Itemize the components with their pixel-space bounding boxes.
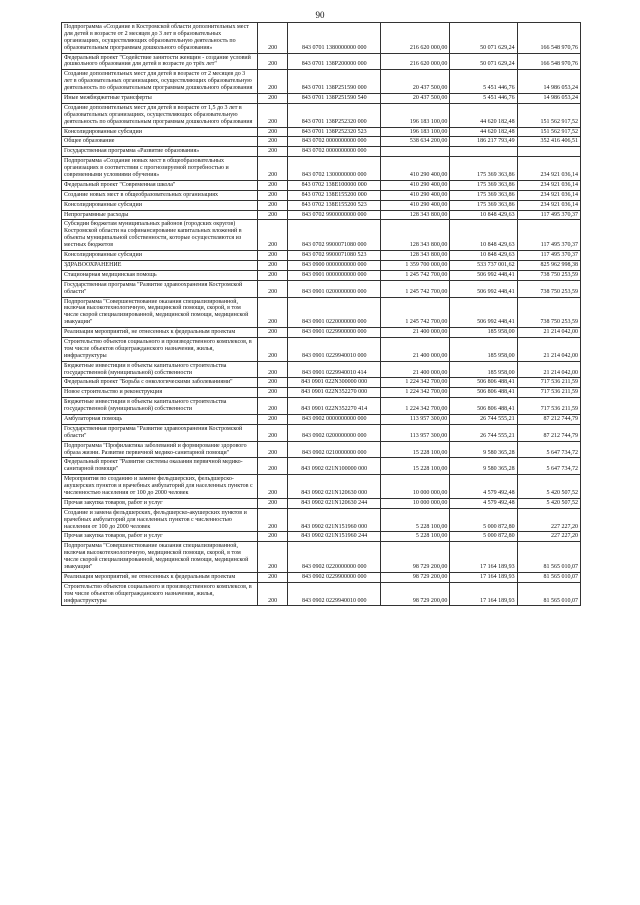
cell-c2: 843 0902 0000000000 000 [288, 414, 381, 424]
table-row [62, 582, 581, 606]
cell-c5: 825 962 998,38 [517, 260, 580, 270]
table-row [62, 190, 581, 200]
cell-c4: 4 579 492,48 [450, 498, 517, 508]
cell-c2: 843 0900 0000000000 000 [288, 260, 381, 270]
table-row [62, 388, 581, 398]
cell-c3: 5 228 100,00 [381, 508, 450, 532]
cell-c3: 216 620 000,00 [381, 53, 450, 70]
cell-c4: 44 620 182,48 [450, 127, 517, 137]
cell-name: Бюджетные инвестиции в объекты капитального строительства государственной (муниципальной) собственности [62, 398, 258, 415]
cell-c2: 843 0701 138P200000 000 [288, 53, 381, 70]
cell-name: Субсидии бюджетам муниципальных районов (городских округов) Костромской области на софинансирование капитальных вложений в объекты муниципальной собственности, которые осуществляются из местных бюджетов [62, 220, 258, 251]
cell-name: Государственная программа "Развитие здравоохранения Костромской области" [62, 424, 258, 441]
table-row [62, 532, 581, 542]
cell-c2: 843 0902 0229900000 000 [288, 572, 381, 582]
cell-c4: 10 848 429,63 [450, 251, 517, 261]
table-row [62, 210, 581, 220]
table-row [62, 378, 581, 388]
cell-c1: 200 [257, 582, 287, 606]
cell-c5: 234 921 036,14 [517, 180, 580, 190]
cell-c5: 234 921 036,14 [517, 200, 580, 210]
table-row [62, 475, 581, 499]
cell-c3: 113 957 300,00 [381, 414, 450, 424]
cell-c4: 10 848 429,63 [450, 210, 517, 220]
cell-c5: 234 921 036,14 [517, 157, 580, 181]
table-row [62, 424, 581, 441]
table-row [62, 103, 581, 127]
cell-c1: 200 [257, 251, 287, 261]
cell-c4: 9 580 365,28 [450, 458, 517, 475]
table-row [62, 508, 581, 532]
cell-c1: 200 [257, 270, 287, 280]
cell-c1: 200 [257, 180, 287, 190]
cell-c3: 15 228 100,00 [381, 458, 450, 475]
cell-c5: 717 536 211,59 [517, 378, 580, 388]
cell-c2: 843 0901 0200000000 000 [288, 280, 381, 297]
table-row [62, 260, 581, 270]
cell-c4: 185 958,00 [450, 337, 517, 361]
cell-c1: 200 [257, 147, 287, 157]
cell-c1: 200 [257, 424, 287, 441]
cell-c4: 17 164 189,93 [450, 582, 517, 606]
cell-c4: 506 806 488,41 [450, 378, 517, 388]
cell-c4: 175 369 363,86 [450, 180, 517, 190]
table-row [62, 328, 581, 338]
cell-c5: 166 548 970,76 [517, 23, 580, 54]
table-row [62, 297, 581, 328]
cell-c5: 151 562 917,52 [517, 127, 580, 137]
cell-c1: 200 [257, 200, 287, 210]
cell-c4: 26 744 555,21 [450, 424, 517, 441]
cell-c3: 10 000 000,00 [381, 498, 450, 508]
cell-c5: 738 750 253,59 [517, 270, 580, 280]
cell-name: Подпрограмма "Профилактика заболеваний и формирование здорового образа жизни. Развитие первичной медико-санитарной помощи" [62, 441, 258, 458]
table-row [62, 542, 581, 573]
cell-c1: 200 [257, 157, 287, 181]
cell-c4: 506 992 448,41 [450, 297, 517, 328]
cell-c3: 1 359 700 000,00 [381, 260, 450, 270]
cell-c1: 200 [257, 337, 287, 361]
cell-c2: 843 0902 021N151960 000 [288, 508, 381, 532]
cell-c2: 843 0701 138P252320 000 [288, 103, 381, 127]
cell-c1: 200 [257, 498, 287, 508]
cell-c3: 1 245 742 700,00 [381, 280, 450, 297]
cell-c3: 128 343 800,00 [381, 251, 450, 261]
cell-c4: 175 369 363,86 [450, 190, 517, 200]
cell-c5: 227 227,20 [517, 532, 580, 542]
cell-c1: 200 [257, 475, 287, 499]
table-row [62, 398, 581, 415]
cell-c2: 843 0701 1380000000 000 [288, 23, 381, 54]
cell-c2: 843 0901 0000000000 000 [288, 270, 381, 280]
cell-name: Иные межбюджетные трансферты [62, 94, 258, 104]
cell-name: Консолидированные субсидии [62, 127, 258, 137]
cell-c5: 87 212 744,79 [517, 414, 580, 424]
cell-c3: 98 729 200,00 [381, 582, 450, 606]
table-row [62, 337, 581, 361]
table-row [62, 270, 581, 280]
cell-c2: 843 0901 0220000000 000 [288, 297, 381, 328]
cell-c1: 200 [257, 280, 287, 297]
cell-name: Подпрограмма "Совершенствование оказания специализированной, включая высокотехнологичную, медицинской помощи, скорой, в том числе скорой специализированной, медицинской помощи, медицинской эвакуации" [62, 542, 258, 573]
cell-c3: 1 224 342 700,00 [381, 378, 450, 388]
cell-c5: 81 565 010,07 [517, 542, 580, 573]
table-row [62, 414, 581, 424]
cell-c5: 151 562 917,52 [517, 103, 580, 127]
cell-c1: 200 [257, 137, 287, 147]
budget-table [61, 22, 581, 606]
cell-name: Непрограммные расходы [62, 210, 258, 220]
cell-c2: 843 0901 0229940010 414 [288, 361, 381, 378]
cell-c2: 843 0702 9900000000 000 [288, 210, 381, 220]
cell-c1: 200 [257, 70, 287, 94]
table-row [62, 498, 581, 508]
cell-c2: 843 0702 9900071080 000 [288, 220, 381, 251]
cell-c3: 538 634 200,00 [381, 137, 450, 147]
table-row [62, 180, 581, 190]
cell-c4: 50 071 629,24 [450, 23, 517, 54]
cell-c3: 21 400 000,00 [381, 337, 450, 361]
cell-c5: 21 214 042,00 [517, 328, 580, 338]
cell-c2: 843 0702 1300000000 000 [288, 157, 381, 181]
cell-c3: 128 343 800,00 [381, 210, 450, 220]
cell-c1: 200 [257, 127, 287, 137]
cell-c5: 738 750 253,59 [517, 280, 580, 297]
cell-c4: 185 958,00 [450, 328, 517, 338]
cell-c2: 843 0902 021N120630 000 [288, 475, 381, 499]
cell-c1: 200 [257, 532, 287, 542]
cell-c1: 200 [257, 542, 287, 573]
cell-name: Государственная программа «Развитие образования» [62, 147, 258, 157]
cell-c1: 200 [257, 220, 287, 251]
cell-c2: 843 0902 021N151960 244 [288, 532, 381, 542]
cell-c5: 14 986 053,24 [517, 70, 580, 94]
cell-c2: 843 0702 0000000000 000 [288, 137, 381, 147]
cell-c3: 410 290 400,00 [381, 190, 450, 200]
cell-name: Создание дополнительных мест для детей в возрасте от 2 месяцев до 3 лет в образовательных организациях, осуществляющих образовательную деятельность по образовательным программам дошкольного образования [62, 70, 258, 94]
cell-c3: 21 400 000,00 [381, 361, 450, 378]
cell-c5: 227 227,20 [517, 508, 580, 532]
cell-c2: 843 0702 138E155200 000 [288, 190, 381, 200]
cell-c4: 5 000 872,80 [450, 508, 517, 532]
table-row [62, 53, 581, 70]
table-row [62, 572, 581, 582]
cell-c4: 5 451 446,76 [450, 70, 517, 94]
cell-name: Прочая закупка товаров, работ и услуг [62, 532, 258, 542]
cell-c4: 186 217 793,49 [450, 137, 517, 147]
cell-c3: 410 290 400,00 [381, 157, 450, 181]
cell-name: Подпрограмма "Совершенствование оказания специализированной, включая высокотехнологичную, медицинской помощи, скорой, в том числе скорой специализированной, медицинской помощи, медицинской эвакуации" [62, 297, 258, 328]
cell-c2: 843 0701 138P251590 540 [288, 94, 381, 104]
cell-c2: 843 0902 021N100000 000 [288, 458, 381, 475]
cell-c3: 410 290 400,00 [381, 200, 450, 210]
cell-c5: 717 536 211,59 [517, 388, 580, 398]
cell-c4: 50 071 629,24 [450, 53, 517, 70]
cell-c5: 166 548 970,76 [517, 53, 580, 70]
cell-c4: 44 620 182,48 [450, 103, 517, 127]
cell-c5: 87 212 744,79 [517, 424, 580, 441]
cell-c1: 200 [257, 572, 287, 582]
cell-name: Общее образование [62, 137, 258, 147]
cell-c4: 506 992 448,41 [450, 280, 517, 297]
table-row [62, 441, 581, 458]
cell-c3: 216 620 000,00 [381, 23, 450, 54]
cell-c3: 113 957 300,00 [381, 424, 450, 441]
cell-c3: 5 228 100,00 [381, 532, 450, 542]
cell-c1: 200 [257, 508, 287, 532]
cell-c1: 200 [257, 94, 287, 104]
cell-c4: 10 848 429,63 [450, 220, 517, 251]
cell-c3: 1 245 742 700,00 [381, 297, 450, 328]
cell-name: Подпрограмма «Создание новых мест в общеобразовательных организациях в соответствии с прогнозируемой потребностью и современными условиями обучения» [62, 157, 258, 181]
cell-c3: 196 183 100,00 [381, 103, 450, 127]
cell-c2: 843 0901 022N352270 414 [288, 398, 381, 415]
cell-c2: 843 0702 9900071080 523 [288, 251, 381, 261]
table-row [62, 251, 581, 261]
cell-c5 [517, 147, 580, 157]
cell-c1: 200 [257, 328, 287, 338]
table-row [62, 157, 581, 181]
cell-c1: 200 [257, 260, 287, 270]
cell-name: ЗДРАВООХРАНЕНИЕ [62, 260, 258, 270]
cell-c5: 234 921 036,14 [517, 190, 580, 200]
cell-c5: 21 214 042,00 [517, 337, 580, 361]
cell-c5: 5 420 507,52 [517, 475, 580, 499]
cell-name: Федеральный проект "Борьба с онкологическими заболеваниями" [62, 378, 258, 388]
table-row [62, 220, 581, 251]
cell-c2: 843 0902 0229940010 000 [288, 582, 381, 606]
table-row [62, 458, 581, 475]
cell-c5: 117 495 370,37 [517, 220, 580, 251]
table-row [62, 127, 581, 137]
cell-name: Строительство объектов социального и производственного комплексов, в том числе объектов общегражданского назначения, жилья, инфраструктуры [62, 337, 258, 361]
cell-c3 [381, 147, 450, 157]
cell-name: Подпрограмма «Создание в Костромской области дополнительных мест для детей в возрасте от 2 месяцев до 3 лет в образовательных организациях, осуществляющих образовательную деятельность по образовательным программам дошкольного образования» [62, 23, 258, 54]
cell-c5: 117 495 370,37 [517, 251, 580, 261]
cell-name: Создание и замена фельдшерских, фельдшерско-акушерских пунктов и врачебных амбулаторий для населенных пунктов с численностью населения от 100 до 2000 человек [62, 508, 258, 532]
cell-name: Консолидированные субсидии [62, 200, 258, 210]
cell-c5: 738 750 253,59 [517, 297, 580, 328]
cell-name: Амбулаторная помощь [62, 414, 258, 424]
cell-c1: 200 [257, 23, 287, 54]
cell-c4: 9 580 365,28 [450, 441, 517, 458]
cell-c3: 20 437 500,00 [381, 70, 450, 94]
cell-c3: 10 000 000,00 [381, 475, 450, 499]
cell-c2: 843 0702 0000000000 000 [288, 147, 381, 157]
table-row [62, 137, 581, 147]
cell-c1: 200 [257, 441, 287, 458]
cell-c1: 200 [257, 297, 287, 328]
cell-name: Федеральный проект "Развитие системы оказания первичной медико-санитарной помощи" [62, 458, 258, 475]
cell-c3: 128 343 800,00 [381, 220, 450, 251]
cell-c1: 200 [257, 414, 287, 424]
cell-c2: 843 0902 0200000000 000 [288, 424, 381, 441]
table-row [62, 70, 581, 94]
cell-c1: 200 [257, 103, 287, 127]
cell-c4: 175 369 363,86 [450, 200, 517, 210]
cell-c5: 5 647 734,72 [517, 441, 580, 458]
cell-c1: 200 [257, 458, 287, 475]
cell-name: Государственная программа "Развитие здравоохранения Костромской области" [62, 280, 258, 297]
cell-name: Мероприятия по созданию и замене фельдшерских, фельдшерско-акушерских пунктов и врачебных амбулаторий для населенных пунктов с численностью населения от 100 до 2000 человек [62, 475, 258, 499]
cell-c2: 843 0702 138E100000 000 [288, 180, 381, 190]
cell-c5: 81 565 010,07 [517, 582, 580, 606]
cell-c1: 200 [257, 190, 287, 200]
cell-c1: 200 [257, 388, 287, 398]
cell-c2: 843 0901 022N300000 000 [288, 378, 381, 388]
cell-c3: 410 290 400,00 [381, 180, 450, 190]
cell-c1: 200 [257, 210, 287, 220]
cell-c5: 5 420 507,52 [517, 498, 580, 508]
cell-c3: 21 400 000,00 [381, 328, 450, 338]
cell-name: Реализация мероприятий, не отнесенных к федеральным проектам [62, 328, 258, 338]
cell-c2: 843 0902 0210000000 000 [288, 441, 381, 458]
cell-name: Федеральный проект "Современная школа" [62, 180, 258, 190]
cell-c3: 1 245 742 700,00 [381, 270, 450, 280]
cell-name: Стационарная медицинская помощь [62, 270, 258, 280]
cell-c3: 98 729 200,00 [381, 542, 450, 573]
cell-c5: 81 565 010,07 [517, 572, 580, 582]
cell-c2: 843 0701 138P252320 523 [288, 127, 381, 137]
cell-c2: 843 0901 0229940010 000 [288, 337, 381, 361]
table-row [62, 361, 581, 378]
cell-c1: 200 [257, 53, 287, 70]
cell-c5: 21 214 042,00 [517, 361, 580, 378]
cell-c4: 26 744 555,21 [450, 414, 517, 424]
cell-c1: 200 [257, 378, 287, 388]
cell-c3: 196 183 100,00 [381, 127, 450, 137]
cell-c2: 843 0902 0220000000 000 [288, 542, 381, 573]
cell-name: Консолидированные субсидии [62, 251, 258, 261]
cell-c4: 533 737 001,62 [450, 260, 517, 270]
cell-name: Бюджетные инвестиции в объекты капитального строительства государственной (муниципальной) собственности [62, 361, 258, 378]
cell-c4: 17 164 189,93 [450, 542, 517, 573]
cell-c5: 717 536 211,59 [517, 398, 580, 415]
table-row [62, 94, 581, 104]
cell-c2: 843 0901 0229900000 000 [288, 328, 381, 338]
cell-c4: 185 958,00 [450, 361, 517, 378]
cell-c1: 200 [257, 361, 287, 378]
cell-name: Создание новых мест в общеобразовательных организациях [62, 190, 258, 200]
cell-c5: 352 416 406,51 [517, 137, 580, 147]
table-row [62, 147, 581, 157]
cell-name: Прочая закупка товаров, работ и услуг [62, 498, 258, 508]
cell-c2: 843 0902 021N120630 244 [288, 498, 381, 508]
table-row [62, 280, 581, 297]
cell-c5: 117 495 370,37 [517, 210, 580, 220]
cell-c4: 17 164 189,93 [450, 572, 517, 582]
cell-name: Новое строительство и реконструкция [62, 388, 258, 398]
cell-c4: 506 806 488,41 [450, 388, 517, 398]
cell-c3: 98 729 200,00 [381, 572, 450, 582]
cell-c1: 200 [257, 398, 287, 415]
cell-c5: 5 647 734,72 [517, 458, 580, 475]
cell-c4: 506 806 488,41 [450, 398, 517, 415]
cell-name: Реализация мероприятий, не отнесенных к федеральным проектам [62, 572, 258, 582]
cell-c4: 175 369 363,86 [450, 157, 517, 181]
table-row [62, 23, 581, 54]
cell-c2: 843 0702 138E155200 523 [288, 200, 381, 210]
table-row [62, 200, 581, 210]
cell-name: Федеральный проект "Содействие занятости женщин - создание условий дошкольного образования для детей в возрасте до трёх лет" [62, 53, 258, 70]
cell-c4: 5 451 446,76 [450, 94, 517, 104]
cell-c3: 1 224 342 700,00 [381, 388, 450, 398]
cell-c4: 5 000 872,80 [450, 532, 517, 542]
cell-c5: 14 986 053,24 [517, 94, 580, 104]
cell-name: Создание дополнительных мест для детей в возрасте от 1,5 до 3 лет в образовательных организациях, осуществляющих образовательную деятельность по образовательным программам дошкольного образования [62, 103, 258, 127]
page-number: 90 [315, 10, 325, 20]
cell-c3: 1 224 342 700,00 [381, 398, 450, 415]
cell-c2: 843 0901 022N352270 000 [288, 388, 381, 398]
cell-c4: 506 992 448,41 [450, 270, 517, 280]
cell-c3: 20 437 500,00 [381, 94, 450, 104]
cell-c2: 843 0701 138P251590 000 [288, 70, 381, 94]
cell-name: Строительство объектов социального и производственного комплексов, в том числе объектов общегражданского назначения, жилья, инфраструктуры [62, 582, 258, 606]
cell-c4 [450, 147, 517, 157]
cell-c3: 15 228 100,00 [381, 441, 450, 458]
cell-c4: 4 579 492,48 [450, 475, 517, 499]
